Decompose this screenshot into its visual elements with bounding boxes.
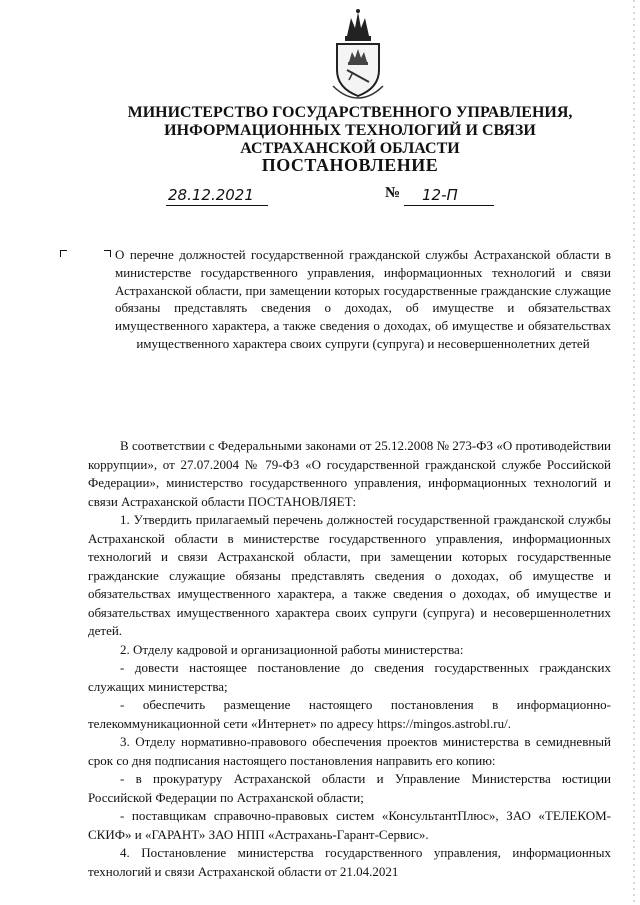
body-paragraph: - обеспечить размещение настоящего постановления в информационно-телекоммуникационной сети «Интернет» по адресу https://mingos.astrobl.ru/. [88,697,611,731]
body-paragraph: В соответствии с Федеральными законами от 25.12.2008 № 273-ФЗ «О противодействии коррупции», от 27.07.2004 № 79-ФЗ «О государственной гражданской службе Российской Федерации», министерство государственного управления, информационных технологий и связи Астраханской области ПОСТАНОВЛЯЕТ: [88,438,611,509]
scan-edge-stripe [633,0,635,905]
document-subject: О перечне должностей государственной гражданской службы Астраханской области в министерстве государственного управления, информационных технологий и связи Астраханской области, при замещении которых государственные гражданские служащие обязаны представлять сведения о доходах, об имуществе и обязательствах имущественного характера, а также сведения о доходах, об имуществе и обязательствах имущественного характера своих супруги (супруга) и несовершеннолетних детей [115,247,611,351]
subject-bracket-right [104,250,111,257]
body-paragraph: 3. Отделу нормативно-правового обеспечения проектов министерства в семидневный срок со дня подписания настоящего постановления направить его копию: [88,734,611,768]
body-paragraph: 1. Утвердить прилагаемый перечень должностей государственной гражданской службы Астраханской области в министерстве государственного управления, информационных технологий и связи Астраханской области, при замещении которых государственные гражданские служащие обязаны представлять сведения о доходах, об имуществе и обязательствах имущественного характера, а также сведения о доходах, об имуществе и обязательствах имущественного характера своих супруги (супруга) и несовершеннолетних детей. [88,512,611,638]
organization-name-line: МИНИСТЕРСТВО ГОСУДАРСТВЕННОГО УПРАВЛЕНИЯ, [127,104,573,121]
subject-bracket-left [60,250,67,257]
document-number: 12-П [422,186,458,204]
organization-name-line: ИНФОРМАЦИОННЫХ ТЕХНОЛОГИЙ И СВЯЗИ [164,122,536,139]
document-date: 28.12.2021 [168,186,254,204]
document-type: ПОСТАНОВЛЕНИЕ [261,155,439,175]
body-paragraph: 2. Отделу кадровой и организационной работы министерства: [120,641,464,657]
body-paragraph: - поставщикам справочно-правовых систем «КонсультантПлюс», ЗАО «ТЕЛЕКОМ-СКИФ» и «ГАРАНТ» ЗАО НПП «Астрахань-Гарант-Сервис». [88,808,611,842]
document-body [88,437,611,881]
date-underline [166,205,268,206]
number-underline [404,205,494,206]
organization-name-line: АСТРАХАНСКОЙ ОБЛАСТИ [240,140,460,157]
body-paragraph: - в прокуратуру Астраханской области и Управление Министерства юстиции Российской Федерации по Астраханской области; [88,771,611,805]
number-label: № [385,185,401,201]
body-paragraph: 4. Постановление министерства государственного управления, информационных технологий и связи Астраханской области от 21.04.2021 [88,845,611,879]
body-paragraph: - довести настоящее постановление до сведения государственных гражданских служащих министерства; [88,660,611,694]
coat-of-arms-emblem [325,8,391,100]
organization-name [100,104,600,158]
